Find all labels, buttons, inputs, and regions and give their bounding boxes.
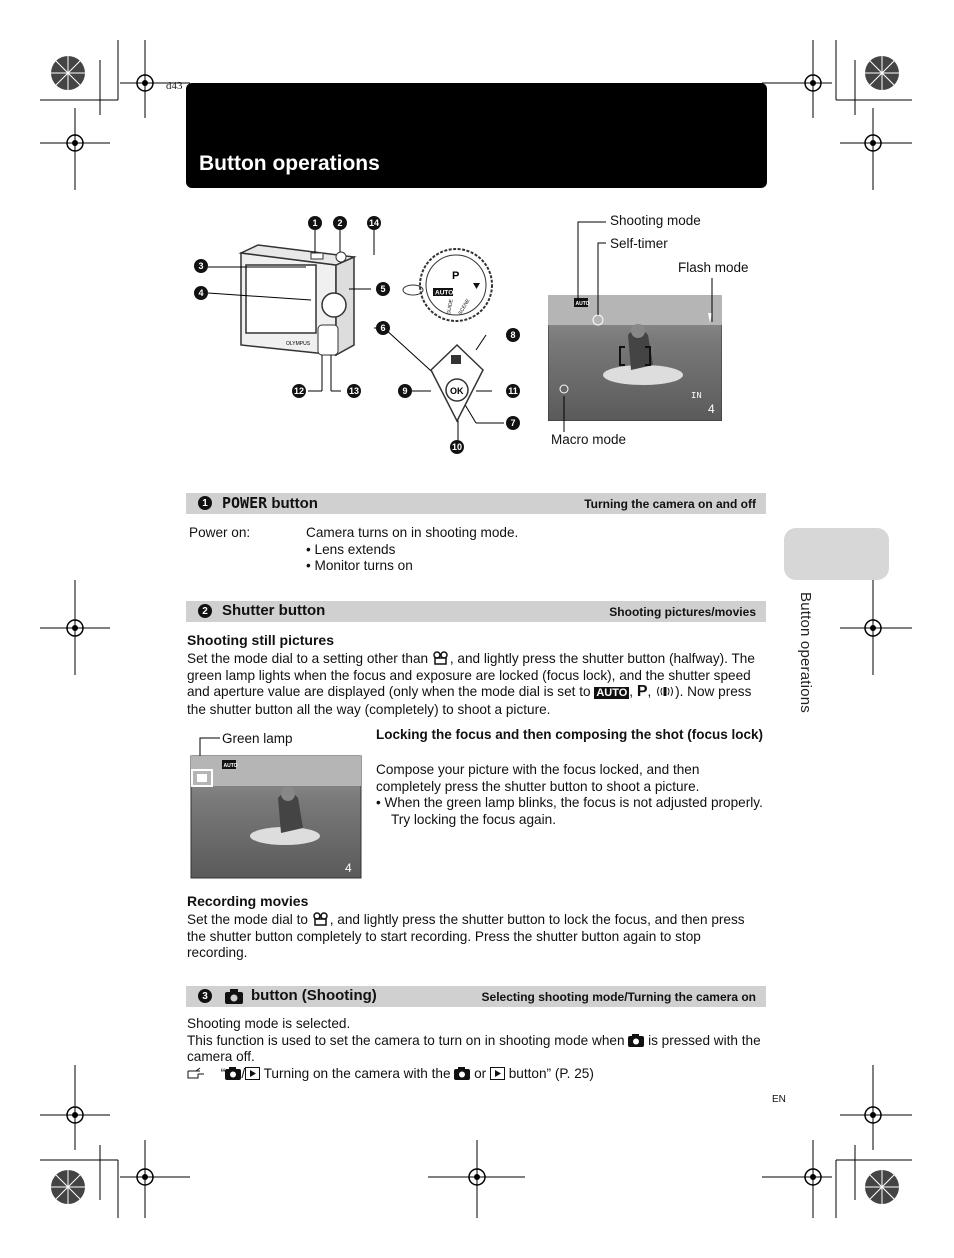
svg-text:OK: OK xyxy=(450,386,464,396)
svg-text:4: 4 xyxy=(345,861,352,875)
section-number: 3 xyxy=(198,989,212,1003)
side-tab xyxy=(784,528,889,580)
callout-14: 14 xyxy=(368,218,379,228)
movie-icon xyxy=(312,912,330,926)
section-number: 2 xyxy=(198,604,212,618)
svg-text:AUTO: AUTO xyxy=(223,763,238,769)
callout-7: 7 xyxy=(506,416,520,430)
callout-11: 11 xyxy=(506,384,520,398)
label-self-timer: Self-timer xyxy=(610,236,668,251)
section-title: button (Shooting) xyxy=(251,987,377,1004)
svg-text:AUTO: AUTO xyxy=(435,289,454,297)
svg-text:P: P xyxy=(452,270,460,282)
section-subtitle: Shooting pictures/movies xyxy=(609,605,756,619)
focus-lock-paragraph: Compose your picture with the focus locked, and then completely press the shutter button to shoot a picture. xyxy=(376,762,700,794)
focus-lock-bullet: • When the green lamp blinks, the focus is not adjusted properly. Try locking the focus again. xyxy=(376,795,763,827)
mode-dial-illustration xyxy=(403,249,492,321)
language-marker: EN xyxy=(772,1094,786,1105)
callout-5: 5 xyxy=(376,282,390,296)
camera-icon xyxy=(225,989,243,1004)
subheading-focus-lock: Locking the focus and then composing the shot (focus lock) xyxy=(376,727,764,742)
svg-text:OLYMPUS: OLYMPUS xyxy=(286,341,311,347)
callout-6: 6 xyxy=(376,321,390,335)
playback-icon xyxy=(490,1067,505,1080)
svg-text:SCENE: SCENE xyxy=(457,298,472,316)
section-header-shutter xyxy=(186,601,766,622)
svg-text:IN: IN xyxy=(691,391,702,401)
callout-1: 1 xyxy=(308,216,322,230)
section-header-power xyxy=(186,493,766,514)
camera-icon xyxy=(628,1034,644,1047)
movie-icon xyxy=(432,651,450,665)
green-lamp-photo xyxy=(190,736,362,880)
callout-2: 2 xyxy=(333,216,347,230)
side-tab-label: Button operations xyxy=(797,592,814,713)
section-header-shooting-button xyxy=(186,986,766,1007)
power-on-description: Camera turns on in shooting mode. • Lens extends • Monitor turns on xyxy=(306,525,519,573)
section-subtitle: Selecting shooting mode/Turning the camera on xyxy=(481,990,756,1004)
movies-paragraph: Set the mode dial to , and lightly press the shutter button to lock the focus, and then press the shutter button completely to start recording. Press the shutter button again to stop recording. xyxy=(187,912,745,960)
shooting-button-text: Shooting mode is selected. This function is used to set the camera to turn on in shooting mode when is pressed with the camera off. xyxy=(187,1016,761,1064)
reference-line: “ / Turning on the camera with the or button” (P. 25) xyxy=(187,1066,765,1083)
subheading-movies: Recording movies xyxy=(187,893,309,909)
arrow-pad-illustration xyxy=(431,345,483,421)
camera-icon xyxy=(454,1067,470,1080)
svg-text:4: 4 xyxy=(708,402,715,416)
subheading-still: Shooting still pictures xyxy=(187,632,335,648)
callout-8: 8 xyxy=(506,328,520,342)
pointing-hand-icon xyxy=(187,1067,209,1080)
still-paragraph: Set the mode dial to a setting other than , and lightly press the shutter button (halfway). The green lamp lights when the focus and exposure are locked (focus lock), and the shutter speed and aperture value are displayed (only when the mode dial is set to AUTO , P, ). Now press the shutter button all the way (completely) to shoot a picture. xyxy=(187,651,755,717)
callout-12: 12 xyxy=(293,386,304,396)
page-title: Button operations xyxy=(199,152,380,175)
label-shooting-mode: Shooting mode xyxy=(610,213,701,228)
section-title: POWER button xyxy=(222,494,318,512)
section-subtitle: Turning the camera on and off xyxy=(584,497,756,511)
power-on-label: Power on: xyxy=(189,525,251,540)
callout-9: 9 xyxy=(398,384,412,398)
auto-icon: AUTO xyxy=(596,687,628,699)
callout-3: 3 xyxy=(194,259,208,273)
camera-icon xyxy=(225,1067,241,1080)
label-green-lamp: Green lamp xyxy=(222,731,293,746)
label-macro-mode: Macro mode xyxy=(551,432,627,447)
label-flash-mode: Flash mode xyxy=(678,260,749,275)
camera-illustration xyxy=(241,245,354,355)
section-title: Shutter button xyxy=(222,602,326,619)
anti-shake-icon xyxy=(655,685,675,698)
job-reference: d43 xyxy=(166,80,183,92)
callout-4: 4 xyxy=(194,286,208,300)
callout-10: 10 xyxy=(451,442,462,452)
svg-text:GUIDE: GUIDE xyxy=(446,298,455,316)
svg-text:AUTO: AUTO xyxy=(575,301,590,307)
playback-icon xyxy=(245,1067,260,1080)
section-number: 1 xyxy=(198,496,212,510)
callout-13: 13 xyxy=(348,386,359,396)
